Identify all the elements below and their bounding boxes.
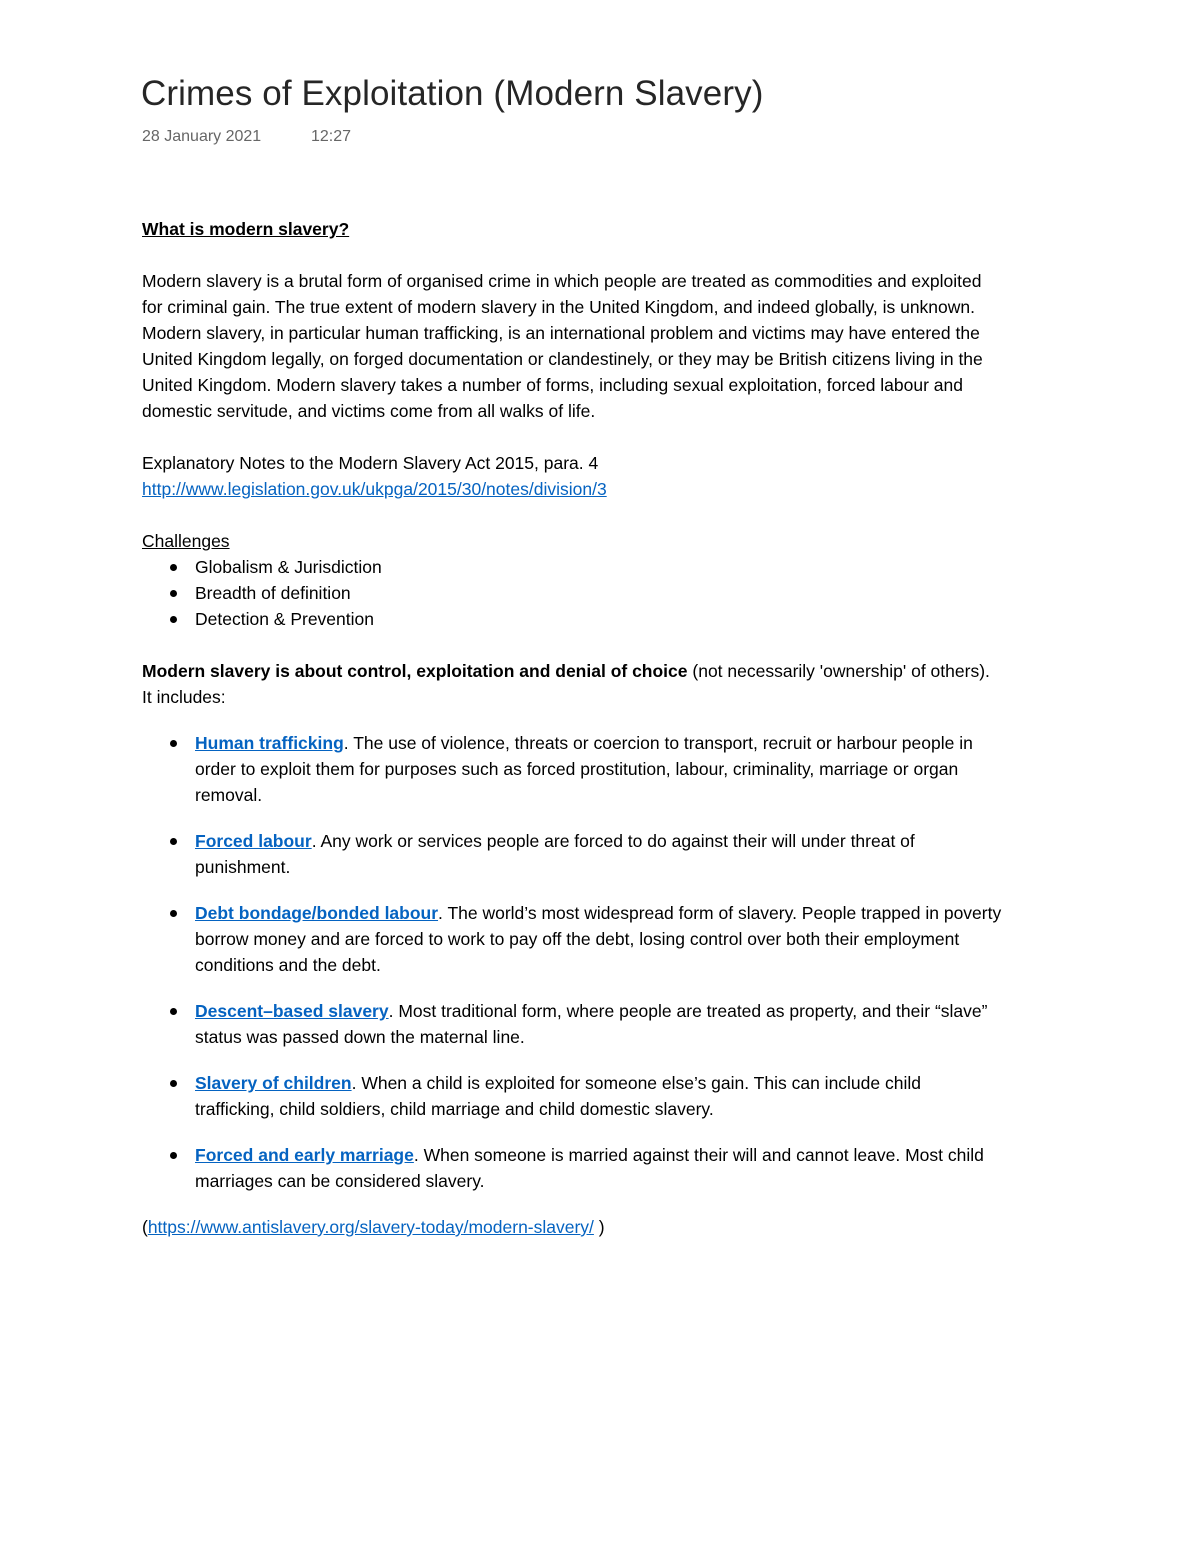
footer-close-paren: ) xyxy=(593,1217,605,1237)
list-item xyxy=(142,554,1002,580)
bullet-icon xyxy=(170,1152,177,1159)
bullet-icon xyxy=(170,740,177,747)
footer-source-link[interactable]: https://www.antislavery.org/slavery-today/modern-slavery/ xyxy=(147,1217,594,1237)
list-item xyxy=(142,580,1002,606)
bullet-icon xyxy=(170,616,177,623)
list-item xyxy=(142,730,1002,808)
slavery-types-list xyxy=(142,730,1002,1194)
term-description: . The world’s most widespread form of slavery. People trapped in poverty borrow money and are forced to work to pay off the debt, losing control over both their employment conditions and the debt. xyxy=(195,903,1002,975)
page-title: Crimes of Exploitation (Modern Slavery) xyxy=(141,74,764,113)
bullet-icon xyxy=(170,1080,177,1087)
source-label: Explanatory Notes to the Modern Slavery Act 2015, para. 4 xyxy=(142,453,599,473)
list-item xyxy=(142,606,1002,632)
term-link-debt-bondage[interactable]: Debt bondage/bonded labour xyxy=(195,903,439,923)
about-paragraph xyxy=(142,658,1002,710)
challenge-text: Breadth of definition xyxy=(195,583,351,603)
bullet-icon xyxy=(170,910,177,917)
bullet-icon xyxy=(170,564,177,571)
bullet-icon xyxy=(170,1008,177,1015)
bullet-icon xyxy=(170,838,177,845)
term-link-forced-early-marriage[interactable]: Forced and early marriage xyxy=(195,1145,414,1165)
list-item xyxy=(142,998,1002,1050)
source-link[interactable]: http://www.legislation.gov.uk/ukpga/2015/30/notes/division/3 xyxy=(142,479,607,499)
list-item xyxy=(142,1142,1002,1194)
term-description: . Most traditional form, where people are treated as property, and their “slave” status was passed down the maternal line. xyxy=(195,1001,988,1047)
list-item xyxy=(142,1070,1002,1122)
footer-source xyxy=(142,1214,1002,1240)
page-date: 28 January 2021 xyxy=(142,128,262,145)
footer-open-paren: ( xyxy=(142,1217,148,1237)
term-link-descent-based-slavery[interactable]: Descent–based slavery xyxy=(195,1001,389,1021)
term-description: . Any work or services people are forced to do against their will under threat of punishment. xyxy=(195,831,915,877)
about-bold-text: Modern slavery is about control, exploitation and denial of choice xyxy=(142,661,688,681)
challenge-text: Detection & Prevention xyxy=(195,609,374,629)
list-item xyxy=(142,828,1002,880)
term-description: . The use of violence, threats or coercion to transport, recruit or harbour people in order to exploit them for purposes such as forced prostitution, labour, criminality, marriage or organ removal. xyxy=(195,733,973,805)
challenges-list xyxy=(142,554,1002,632)
term-link-forced-labour[interactable]: Forced labour xyxy=(195,831,312,851)
section-heading-what-is: What is modern slavery? xyxy=(142,219,350,239)
term-link-slavery-of-children[interactable]: Slavery of children xyxy=(195,1073,352,1093)
term-description: . When someone is married against their will and cannot leave. Most child marriages can be considered slavery. xyxy=(195,1145,984,1191)
challenge-text: Globalism & Jurisdiction xyxy=(195,557,382,577)
about-rest-text: (not necessarily 'ownership' of others). It includes: xyxy=(142,661,990,707)
page-time: 12:27 xyxy=(311,128,352,145)
list-item xyxy=(142,900,1002,978)
term-link-human-trafficking[interactable]: Human trafficking xyxy=(195,733,344,753)
document-body xyxy=(142,216,1002,1240)
challenges-heading: Challenges xyxy=(142,531,230,551)
term-description: . When a child is exploited for someone else’s gain. This can include child trafficking, child soldiers, child marriage and child domestic slavery. xyxy=(195,1073,921,1119)
bullet-icon xyxy=(170,590,177,597)
intro-paragraph: Modern slavery is a brutal form of organised crime in which people are treated as commodities and exploited for criminal gain. The true extent of modern slavery in the United Kingdom, and indeed globally, is unknown. Modern slavery, in particular human trafficking, is an international problem and victims may have entered the United Kingdom legally, on forged documentation or clandestinely, or they may be British citizens living in the United Kingdom. Modern slavery takes a number of forms, including sexual exploitation, forced labour and domestic servitude, and victims come from all walks of life. xyxy=(142,271,983,421)
